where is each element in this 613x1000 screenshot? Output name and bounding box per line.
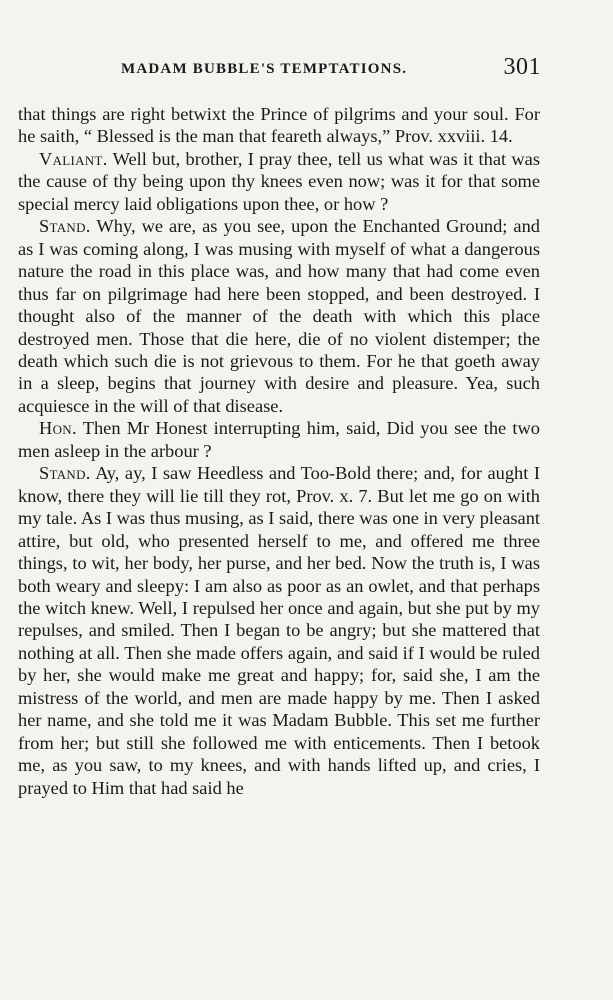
speaker-name: Stand. <box>39 216 91 237</box>
speaker-name: Stand. <box>39 463 91 484</box>
paragraph <box>18 417 540 462</box>
paragraph <box>18 148 540 215</box>
paragraph-text: Ay, ay, I saw Heedless and Too-Bold there; and, for aught I know, there they will lie till they rot, Prov. x. 7. But let me go on with my tale. As I was thus musing, as I said, there was one in very pleasant attire, but old, who presented herself to me, and offered me three things, to wit, her body, her purse, and her bed. Now the truth is, I was both weary and sleepy: I am also as poor as an owlet, and that perhaps the witch knew. Well, I repulsed her once and again, but she put by my repulses, and smiled. Then I began to be angry; but she mattered that nothing at all. Then she made offers again, and said if I would be ruled by her, she would make me great and happy; for, said she, I am the mistress of the world, and men are made happy by me. Then I asked her name, and she told me it was Madam Bubble. This set me further from her; but still she followed me with enticements. Then I betook me, as you saw, to my knees, and with hands lifted up, and cries, I prayed to Him that had said he <box>18 463 540 798</box>
paragraph-text: Well but, brother, I pray thee, tell us what was it that was the cause of thy being upon thy knees even now; was it for that some special mercy laid obligations upon thee, or how ? <box>18 148 540 214</box>
speaker-name: Valiant. <box>39 148 108 169</box>
page-header <box>18 52 540 86</box>
paragraph <box>18 103 540 148</box>
paragraph-text: Then Mr Honest interrupting him, said, Did you see the two men asleep in the arbour ? <box>18 418 540 461</box>
paragraph-text: Why, we are, as you see, upon the Enchanted Ground; and as I was coming along, I was musing with myself of what a dangerous nature the road in this place was, and how many that had come even thus far on pilgrimage had here been stopped, and been destroyed. I thought also of the manner of the death with which this place destroyed men. Those that die here, die of no violent distemper; the death which such die is not grievous to them. For he that goeth away in a sleep, begins that journey with desire and pleasure. Yea, such acquiesce in the will of that disease. <box>18 216 540 416</box>
speaker-name: Hon. <box>39 418 77 439</box>
paragraph <box>18 462 540 799</box>
paragraph-text: that things are right betwixt the Prince of pilgrims and your soul. For he saith, “ Blessed is the man that feareth always,” Prov. xxviii. 14. <box>18 104 540 147</box>
page-number: 301 <box>503 54 541 80</box>
running-title: MADAM BUBBLE'S TEMPTATIONS. <box>121 61 408 77</box>
paragraph <box>18 215 540 417</box>
page-body <box>18 103 540 799</box>
